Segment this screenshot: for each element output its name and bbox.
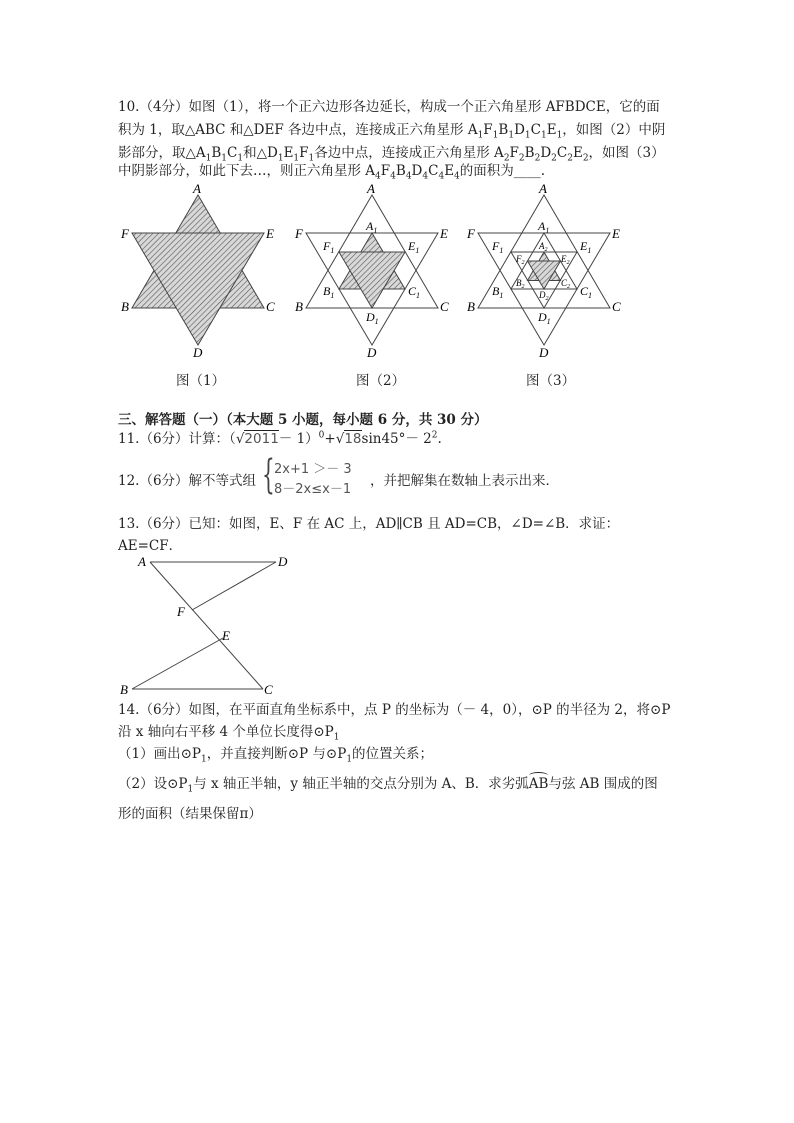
svg-text:D1: $D_1$ <box>538 310 551 326</box>
q10-line4: 中阴影部分，如此下去…，则正六角星形 $A_4F_4B_4D_4C_4E_4$的面积为____. <box>118 163 546 182</box>
svg-text:D2: $D_2$ <box>539 290 549 302</box>
svg-text:A1: $A_1$ <box>538 219 550 235</box>
figure-2-star <box>290 183 455 358</box>
q13-label-F: F <box>177 604 185 619</box>
figure-3-caption: 图（3） <box>526 373 576 389</box>
brace-symbol: { <box>262 452 275 498</box>
svg-text:C: C <box>440 299 449 314</box>
svg-text:E: E <box>612 226 620 241</box>
arc-ab-symbol: AB <box>528 776 549 792</box>
fig1-label-E: E <box>266 226 274 241</box>
fig1-label-A: A <box>193 183 201 196</box>
svg-text:A: A <box>367 183 375 196</box>
svg-text:B: B <box>295 299 303 314</box>
svg-text:C2: $C_2$ <box>561 278 571 290</box>
svg-text:B1: $B_1$ <box>492 284 504 300</box>
svg-text:A2: $A_2$ <box>539 241 548 253</box>
q13-label-C: C <box>264 682 273 697</box>
q13-label-A: A <box>138 554 146 569</box>
svg-text:A: A <box>539 183 547 196</box>
q13-figure <box>118 554 298 699</box>
svg-text:F2: $F_2$ <box>516 254 525 266</box>
q11-line: 11.（6分）计算：$(√2011- 1)^0+√18\sin 45^\circ- 2^2$. <box>118 430 442 447</box>
svg-text:F: F <box>295 226 303 241</box>
q14-line3: （1）画出$⊙P_1$，并直接判断⊙P 与$⊙P_1$的位置关系； <box>118 746 434 765</box>
fig1-label-B: B <box>121 299 129 314</box>
figure-1-caption: 图（1） <box>176 373 226 389</box>
q13-label-B: B <box>120 682 128 697</box>
svg-text:F1: $F_1$ <box>323 239 335 255</box>
svg-text:F: F <box>467 226 475 241</box>
q13-label-E: E <box>222 628 230 643</box>
svg-text:D1: $D_1$ <box>366 310 379 326</box>
svg-text:F1: $F_1$ <box>492 239 504 255</box>
q14-line5: 形的面积（结果保留π） <box>118 806 262 822</box>
q14-line2: 沿 x 轴向右平移 4 个单位长度得$⊙P_1$ <box>118 724 340 743</box>
svg-text:E1: $E_1$ <box>580 239 592 255</box>
svg-text:C: C <box>612 299 621 314</box>
q13-line1: 13.（6分）已知：如图，E、F 在 AC 上，AD∥CB 且 AD=CB，∠D=∠B．求证： <box>118 516 620 532</box>
q12-suffix: ，并把解集在数轴上表示出来． <box>370 473 559 489</box>
svg-text:E: E <box>440 226 448 241</box>
svg-text:B1: $B_1$ <box>323 284 335 300</box>
inequality-2: 8－2x≤x－1 <box>274 482 352 497</box>
figure-1-star <box>118 183 278 358</box>
inequality-1: 2x+1 ＞－ 3 <box>274 462 352 477</box>
section-3-heading: 三、解答题（一）（本大题 5 小题，每小题 6 分，共 30 分） <box>118 412 488 428</box>
fig1-label-F: F <box>121 226 129 241</box>
figure-3-star <box>462 183 627 358</box>
fig1-label-C: C <box>266 299 275 314</box>
svg-text:D: D <box>367 345 377 358</box>
q13-label-D: D <box>278 554 288 569</box>
q10-line1: 10.（4分）如图（1），将一个正六边形各边延长，构成一个正六角星形 AFBDCE，它的面 <box>118 99 660 115</box>
q14-line4: （2）设$⊙P_1$与 x 轴正半轴，y 轴正半轴的交点分别为 A、B．求劣弧AB与弦 AB 围成的图 <box>118 776 658 795</box>
svg-text:B: B <box>467 299 475 314</box>
fig1-label-D: D <box>193 345 203 358</box>
svg-text:B2: $B_2$ <box>516 278 525 290</box>
svg-text:A1: $A_1$ <box>366 219 378 235</box>
svg-text:E1: $E_1$ <box>408 239 420 255</box>
inequality-system <box>262 452 370 498</box>
q13-line2: AE=CF． <box>118 538 183 554</box>
figure-2-caption: 图（2） <box>356 373 406 389</box>
svg-text:C1: $C_1$ <box>408 284 421 300</box>
q10-line3: 影部分，取$\triangle A_1B_1C_1$和$\triangle D_1E_1F_1$各边中点，连接成正六角星形 $A_2F_2B_2D_2C_2E_2$，如图（3） <box>118 145 665 164</box>
q14-line1: 14.（6分）如图，在平面直角坐标系中，点 P 的坐标为（－ 4，0），⊙P 的半径为 2，将⊙P <box>118 702 671 718</box>
svg-text:D: D <box>539 345 549 358</box>
q10-line2: 积为 1，取△ABC 和△DEF 各边中点，连接成正六角星形 $A_1F_1B_1D_1C_1E_1$，如图（2）中阴 <box>118 122 666 141</box>
svg-text:C1: $C_1$ <box>580 284 593 300</box>
svg-text:E2: $E_2$ <box>561 254 570 266</box>
q12-prefix: 12.（6分）解不等式组 <box>118 473 257 489</box>
